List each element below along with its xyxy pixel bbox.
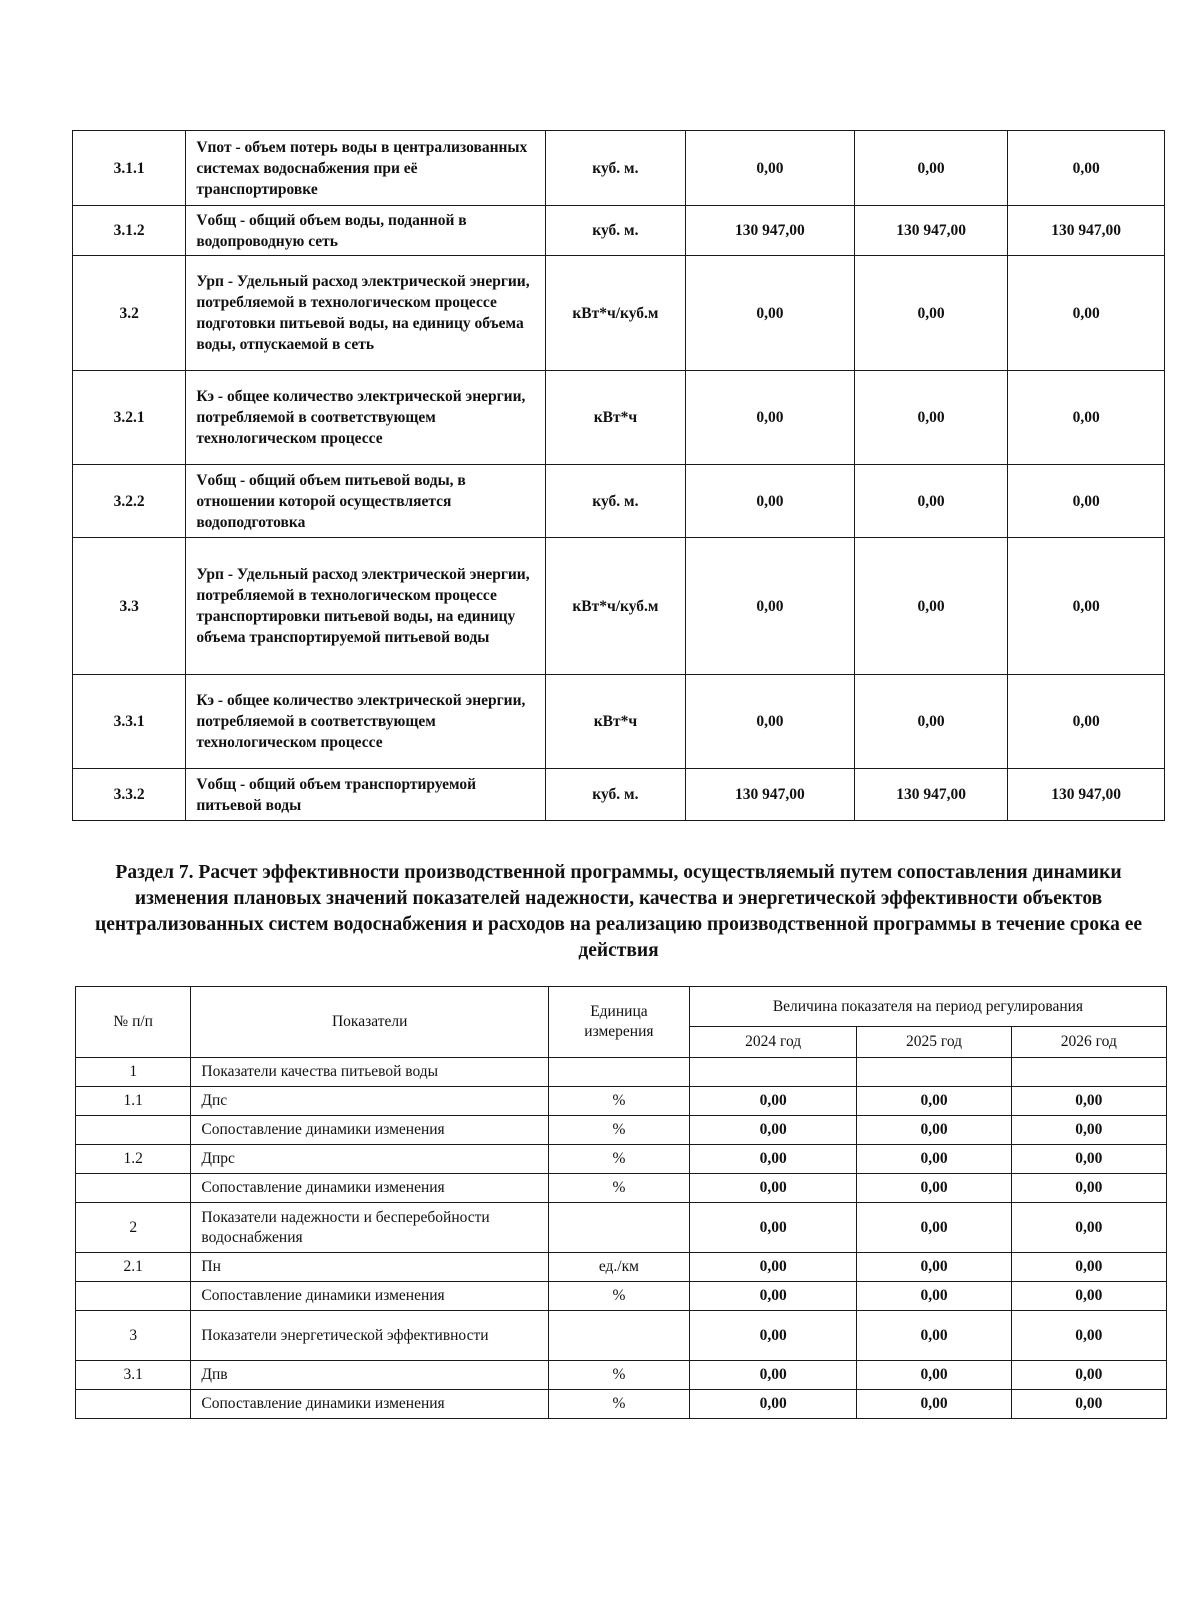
unit-of-measure: % bbox=[548, 1145, 689, 1174]
row-number bbox=[76, 1116, 191, 1145]
indicators-table-continued bbox=[72, 130, 1165, 821]
row-number: 3.3.1 bbox=[73, 675, 186, 769]
unit-of-measure: кВт*ч/куб.м bbox=[545, 256, 685, 371]
indicator-name: Vобщ - общий объем транспортируемой питьевой воды bbox=[186, 769, 546, 821]
unit-of-measure bbox=[548, 1311, 689, 1361]
value-2026: 0,00 bbox=[1011, 1390, 1166, 1419]
row-number: 1.2 bbox=[76, 1145, 191, 1174]
unit-of-measure bbox=[548, 1203, 689, 1253]
value-2026: 0,00 bbox=[1008, 131, 1165, 206]
value-2026: 0,00 bbox=[1011, 1087, 1166, 1116]
value-2025: 130 947,00 bbox=[854, 206, 1007, 256]
value-2025: 0,00 bbox=[857, 1253, 1011, 1282]
value-2026: 130 947,00 bbox=[1008, 769, 1165, 821]
table-row bbox=[76, 1087, 1167, 1116]
value-2024: 0,00 bbox=[689, 1145, 857, 1174]
unit-of-measure: % bbox=[548, 1282, 689, 1311]
indicator-name: Vобщ - общий объем воды, поданной в водопроводную сеть bbox=[186, 206, 546, 256]
value-2024: 0,00 bbox=[685, 131, 854, 206]
table-row bbox=[73, 206, 1165, 256]
indicator-name: Кэ - общее количество электрической энергии, потребляемой в соответствующем технологическом процессе bbox=[186, 675, 546, 769]
row-number: 3 bbox=[76, 1311, 191, 1361]
value-2026: 0,00 bbox=[1011, 1203, 1166, 1253]
table-row bbox=[73, 465, 1165, 538]
value-2025: 0,00 bbox=[857, 1087, 1011, 1116]
table-row bbox=[73, 256, 1165, 371]
row-number bbox=[76, 1390, 191, 1419]
value-2025: 0,00 bbox=[857, 1282, 1011, 1311]
table-row bbox=[73, 371, 1165, 465]
row-number: 2.1 bbox=[76, 1253, 191, 1282]
table-row bbox=[76, 1145, 1167, 1174]
row-number: 3.1.1 bbox=[73, 131, 186, 206]
table-row bbox=[76, 1282, 1167, 1311]
value-2026: 130 947,00 bbox=[1008, 206, 1165, 256]
value-2024: 0,00 bbox=[689, 1390, 857, 1419]
value-2026: 0,00 bbox=[1011, 1145, 1166, 1174]
value-2025: 130 947,00 bbox=[854, 769, 1007, 821]
value-2026: 0,00 bbox=[1011, 1361, 1166, 1390]
value-2025: 0,00 bbox=[857, 1116, 1011, 1145]
table-row bbox=[76, 1116, 1167, 1145]
value-2024: 0,00 bbox=[685, 675, 854, 769]
indicator-name: Дпрс bbox=[191, 1145, 549, 1174]
value-2024: 0,00 bbox=[689, 1311, 857, 1361]
efficiency-table bbox=[75, 986, 1167, 1419]
row-number bbox=[76, 1174, 191, 1203]
header-year-2024: 2024 год bbox=[689, 1027, 857, 1058]
header-year-2025: 2025 год bbox=[857, 1027, 1011, 1058]
header-indicators: Показатели bbox=[191, 987, 549, 1058]
row-number: 3.2.2 bbox=[73, 465, 186, 538]
value-2024: 0,00 bbox=[685, 465, 854, 538]
value-2026: 0,00 bbox=[1011, 1116, 1166, 1145]
indicator-name: Сопоставление динамики изменения bbox=[191, 1174, 549, 1203]
table-header-row bbox=[76, 987, 1167, 1027]
value-2026: 0,00 bbox=[1008, 465, 1165, 538]
row-number: 3.2 bbox=[73, 256, 186, 371]
table-row bbox=[76, 1253, 1167, 1282]
row-number bbox=[76, 1282, 191, 1311]
value-2024: 0,00 bbox=[689, 1203, 857, 1253]
value-2024: 0,00 bbox=[685, 371, 854, 465]
row-number: 3.2.1 bbox=[73, 371, 186, 465]
value-2025: 0,00 bbox=[854, 371, 1007, 465]
unit-of-measure: кВт*ч bbox=[545, 371, 685, 465]
value-2025: 0,00 bbox=[854, 256, 1007, 371]
value-2024: 0,00 bbox=[689, 1087, 857, 1116]
value-2024: 130 947,00 bbox=[685, 769, 854, 821]
section-7-heading: Раздел 7. Расчет эффективности производственной программы, осуществляемый путем сопоставления динамики изменения плановых значений показателей надежности, качества и энергетической эффективности объектов централизованных систем водоснабжения и расходов на реализацию производственной программы в течение срока ее действия bbox=[94, 862, 1143, 961]
value-2024: 130 947,00 bbox=[685, 206, 854, 256]
indicator-name: Урп - Удельный расход электрической энергии, потребляемой в технологическом процессе подготовки питьевой воды, на единицу объема воды, отпускаемой в сеть bbox=[186, 256, 546, 371]
indicator-name: Дпв bbox=[191, 1361, 549, 1390]
value-2026: 0,00 bbox=[1011, 1311, 1166, 1361]
value-2026: 0,00 bbox=[1011, 1282, 1166, 1311]
indicator-name: Vобщ - общий объем питьевой воды, в отношении которой осуществляется водоподготовка bbox=[186, 465, 546, 538]
value-2025: 0,00 bbox=[857, 1311, 1011, 1361]
unit-of-measure: % bbox=[548, 1390, 689, 1419]
header-period: Величина показателя на период регулирования bbox=[689, 987, 1166, 1027]
row-number: 3.3.2 bbox=[73, 769, 186, 821]
table-row bbox=[76, 1361, 1167, 1390]
unit-of-measure: кВт*ч/куб.м bbox=[545, 538, 685, 675]
value-2025: 0,00 bbox=[854, 538, 1007, 675]
row-number: 3.1.2 bbox=[73, 206, 186, 256]
unit-of-measure: % bbox=[548, 1174, 689, 1203]
value-2024: 0,00 bbox=[689, 1174, 857, 1203]
value-2026: 0,00 bbox=[1011, 1174, 1166, 1203]
header-unit: Единица измерения bbox=[548, 987, 689, 1058]
indicator-name: Урп - Удельный расход электрической энергии, потребляемой в технологическом процессе транспортировки питьевой воды, на единицу объема транспортируемой питьевой воды bbox=[186, 538, 546, 675]
row-number: 3.1 bbox=[76, 1361, 191, 1390]
table-row bbox=[73, 769, 1165, 821]
value-2024 bbox=[689, 1058, 857, 1087]
indicator-name: Кэ - общее количество электрической энергии, потребляемой в соответствующем технологическом процессе bbox=[186, 371, 546, 465]
value-2025: 0,00 bbox=[854, 465, 1007, 538]
table-row bbox=[76, 1203, 1167, 1253]
value-2024: 0,00 bbox=[685, 256, 854, 371]
value-2025: 0,00 bbox=[857, 1203, 1011, 1253]
value-2026: 0,00 bbox=[1008, 538, 1165, 675]
unit-of-measure: кВт*ч bbox=[545, 675, 685, 769]
indicator-name: Показатели надежности и бесперебойности водоснабжения bbox=[191, 1203, 549, 1253]
table-row bbox=[76, 1058, 1167, 1087]
table-row bbox=[76, 1174, 1167, 1203]
table-row bbox=[76, 1390, 1167, 1419]
value-2026: 0,00 bbox=[1008, 371, 1165, 465]
unit-of-measure bbox=[548, 1058, 689, 1087]
indicator-name: Сопоставление динамики изменения bbox=[191, 1282, 549, 1311]
unit-of-measure: куб. м. bbox=[545, 206, 685, 256]
indicator-name: Пн bbox=[191, 1253, 549, 1282]
table-row bbox=[73, 675, 1165, 769]
indicator-name: Дпс bbox=[191, 1087, 549, 1116]
row-number: 2 bbox=[76, 1203, 191, 1253]
value-2024: 0,00 bbox=[689, 1116, 857, 1145]
value-2025: 0,00 bbox=[854, 675, 1007, 769]
indicator-name: Сопоставление динамики изменения bbox=[191, 1390, 549, 1419]
value-2025: 0,00 bbox=[857, 1361, 1011, 1390]
value-2025 bbox=[857, 1058, 1011, 1087]
unit-of-measure: % bbox=[548, 1361, 689, 1390]
value-2024: 0,00 bbox=[689, 1361, 857, 1390]
value-2026: 0,00 bbox=[1011, 1253, 1166, 1282]
table-row bbox=[73, 538, 1165, 675]
indicator-name: Vпот - объем потерь воды в централизованных системах водоснабжения при её транспортировке bbox=[186, 131, 546, 206]
unit-of-measure: куб. м. bbox=[545, 131, 685, 206]
value-2024: 0,00 bbox=[689, 1253, 857, 1282]
value-2025: 0,00 bbox=[854, 131, 1007, 206]
indicator-name: Показатели качества питьевой воды bbox=[191, 1058, 549, 1087]
row-number: 1 bbox=[76, 1058, 191, 1087]
unit-of-measure: куб. м. bbox=[545, 465, 685, 538]
table-row bbox=[76, 1311, 1167, 1361]
unit-of-measure: % bbox=[548, 1116, 689, 1145]
unit-of-measure: куб. м. bbox=[545, 769, 685, 821]
value-2025: 0,00 bbox=[857, 1145, 1011, 1174]
value-2026 bbox=[1011, 1058, 1166, 1087]
unit-of-measure: % bbox=[548, 1087, 689, 1116]
value-2025: 0,00 bbox=[857, 1174, 1011, 1203]
value-2025: 0,00 bbox=[857, 1390, 1011, 1419]
row-number: 1.1 bbox=[76, 1087, 191, 1116]
unit-of-measure: ед./км bbox=[548, 1253, 689, 1282]
value-2024: 0,00 bbox=[689, 1282, 857, 1311]
value-2024: 0,00 bbox=[685, 538, 854, 675]
row-number: 3.3 bbox=[73, 538, 186, 675]
value-2026: 0,00 bbox=[1008, 256, 1165, 371]
indicator-name: Сопоставление динамики изменения bbox=[191, 1116, 549, 1145]
header-row-number: № п/п bbox=[76, 987, 191, 1058]
header-year-2026: 2026 год bbox=[1011, 1027, 1166, 1058]
table-row bbox=[73, 131, 1165, 206]
indicator-name: Показатели энергетической эффективности bbox=[191, 1311, 549, 1361]
value-2026: 0,00 bbox=[1008, 675, 1165, 769]
